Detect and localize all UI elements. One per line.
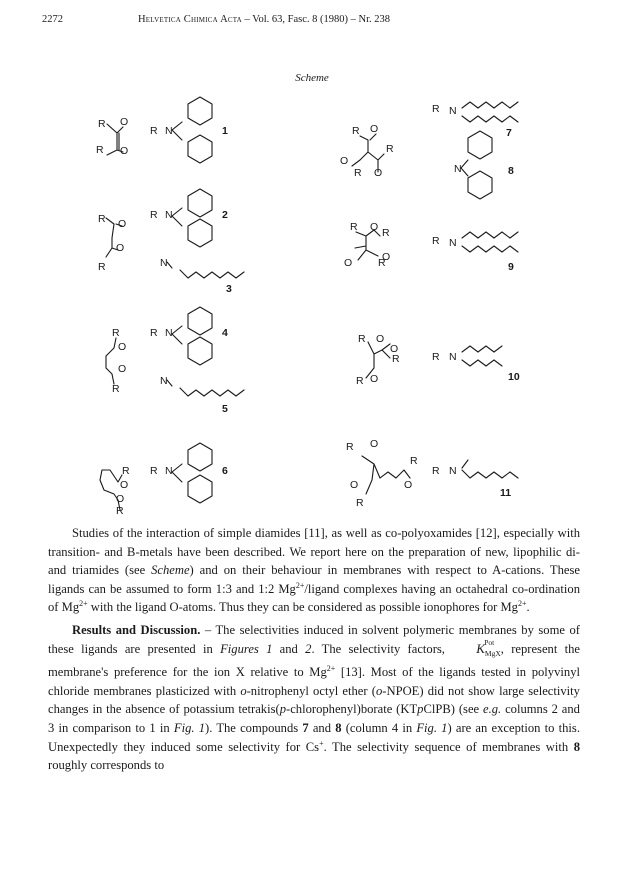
compound-number-7: 7 — [506, 127, 512, 139]
chain-5 — [167, 380, 244, 396]
ring-4a — [188, 307, 212, 335]
figure-reference: Fig. 1 — [173, 720, 206, 735]
bond-triamide-d — [362, 456, 413, 494]
bond-amine-4 — [172, 326, 182, 344]
atom-label-N: N — [449, 465, 457, 477]
text-run: -nitrophenyl octyl ether ( — [246, 683, 376, 698]
superscript: 2+ — [79, 599, 88, 609]
compound-reference: 7 — [302, 720, 309, 735]
atom-label-O: O — [344, 257, 353, 269]
compound-number-6: 6 — [222, 465, 228, 477]
atom-label-R: R — [346, 441, 354, 453]
text-run: , represent the membrane's preference for the ion X relative to Mg — [48, 641, 581, 680]
figure-reference: Figures 1 — [220, 641, 273, 656]
atom-label-N: N — [454, 163, 462, 175]
compound-number-1: 1 — [222, 125, 228, 137]
ring-2b — [188, 219, 212, 247]
atom-label-N: N — [165, 209, 173, 221]
atom-label-R: R — [432, 103, 440, 115]
atom-label-R: R — [378, 257, 386, 269]
ring-4b — [188, 337, 212, 365]
text-run: with the ligand O-atoms. Thus they can be considered as possible ionophores for Mg — [87, 600, 518, 615]
text-run: (column 4 in — [341, 720, 417, 735]
journal-issue: – Vol. 63, Fasc. 8 (1980) – Nr. 238 — [244, 14, 390, 25]
atom-label-O: O — [116, 493, 125, 505]
atom-label-O: O — [390, 343, 399, 355]
bond-glutaramide — [100, 470, 125, 510]
text-run: /ligand complexes having an octahedral co-ordination of Mg — [48, 581, 580, 615]
text-run: and — [272, 641, 306, 656]
atom-label-R: R — [112, 383, 120, 395]
ring-1b — [188, 135, 212, 163]
chain-9 — [462, 232, 518, 252]
selectivity-symbol — [452, 637, 501, 664]
bond-amine-1 — [172, 122, 182, 140]
atom-label-R: R — [354, 167, 362, 179]
compound-reference: 8 — [335, 720, 342, 735]
atom-label-R: R — [352, 125, 360, 137]
atom-label-N: N — [160, 257, 168, 269]
chain-10 — [462, 346, 502, 366]
compound-number-9: 9 — [508, 261, 514, 273]
compound-number-2: 2 — [222, 209, 228, 221]
atom-label-O: O — [120, 479, 129, 491]
atom-label-R: R — [122, 465, 130, 477]
text-run: [13]. Most of the ligands tested in polyvinyl chloride membranes plasticized with — [48, 665, 580, 698]
italic-abbrev: e.g. — [483, 702, 502, 717]
atom-label-O: O — [370, 123, 379, 135]
atom-label-R: R — [432, 465, 440, 477]
superscript: 2+ — [326, 664, 336, 674]
atom-label-R: R — [150, 465, 158, 477]
text-run: . The selectivity factors, — [311, 641, 453, 656]
atom-label-O: O — [374, 167, 383, 179]
compound-number-3: 3 — [226, 283, 232, 295]
atom-label-O: O — [404, 479, 413, 491]
atom-label-R: R — [150, 125, 158, 137]
atom-label-R: R — [350, 221, 358, 233]
atom-label-O: O — [120, 116, 129, 128]
superscript: 2+ — [517, 599, 527, 609]
atom-label-N: N — [449, 105, 457, 117]
atom-label-R: R — [98, 213, 106, 225]
bond-succinamide — [106, 338, 116, 384]
atom-label-R: R — [386, 143, 394, 155]
atom-label-R: R — [98, 261, 106, 273]
text-run: ) and on their behaviour in membranes with respect to A-cations. These ligands can be assumed to form 1:3 and 1:2 Mg — [48, 563, 580, 596]
atom-label-R: R — [96, 144, 104, 156]
atom-label-O: O — [118, 363, 127, 375]
chain-7 — [462, 102, 518, 122]
scheme-reference: Scheme — [151, 563, 190, 578]
atom-label-O: O — [376, 333, 385, 345]
italic-prefix: o — [240, 683, 247, 698]
text-run: ) are an exception to this. Unexpectedly they induced some selectivity for Cs — [48, 720, 580, 754]
ring-8b — [468, 171, 492, 199]
ring-6b — [188, 475, 212, 503]
atom-label-R: R — [112, 327, 120, 339]
atom-label-O: O — [370, 221, 379, 233]
ring-8a — [468, 131, 492, 159]
italic-prefix: p — [279, 702, 286, 717]
superscript: 2+ — [295, 580, 305, 590]
bond-amine-2 — [172, 208, 182, 226]
k-subscript: MgX — [484, 648, 501, 658]
figure-reference: Fig. 1 — [416, 720, 448, 735]
compound-number-5: 5 — [222, 403, 228, 415]
atom-label-R: R — [382, 227, 390, 239]
atom-label-R: R — [150, 209, 158, 221]
section-heading: Results and Discussion. — [72, 622, 201, 637]
text-run: ClPB) (see — [423, 702, 483, 717]
text-run: . The selectivity sequence of membranes with — [323, 739, 574, 754]
atom-label-R: R — [356, 375, 364, 387]
atom-label-N: N — [165, 327, 173, 339]
text-run: – The selectivities induced in solvent polymeric membranes by some of these ligands are presented in — [48, 622, 580, 656]
bond-triamide-b — [355, 230, 380, 260]
atom-label-R: R — [432, 351, 440, 363]
k-superscript: Pot — [484, 637, 495, 647]
atom-label-O: O — [116, 242, 125, 254]
body-text — [48, 524, 580, 775]
text-run: ). The compounds — [205, 720, 303, 735]
atom-label-R: R — [356, 497, 364, 509]
paragraph-intro — [48, 524, 580, 617]
ring-6a — [188, 443, 212, 471]
compound-reference: 8 — [573, 739, 580, 754]
page-number: 2272 — [42, 14, 63, 25]
journal-name: Helvetica Chimica Acta — [138, 14, 242, 25]
compound-number-8: 8 — [508, 165, 514, 177]
text-run: . — [526, 600, 530, 615]
atom-label-O: O — [340, 155, 349, 167]
atom-label-R: R — [150, 327, 158, 339]
ring-2a — [188, 189, 212, 217]
text-run: and — [308, 720, 336, 735]
atom-label-O: O — [350, 479, 359, 491]
figure-reference: 2 — [305, 641, 312, 656]
atom-label-R: R — [432, 235, 440, 247]
atom-label-R: R — [410, 455, 418, 467]
atom-label-N: N — [449, 237, 457, 249]
compound-number-11: 11 — [500, 487, 512, 499]
text-run: columns 2 and 3 in comparison to 1 in — [48, 702, 580, 735]
chain-3 — [167, 262, 244, 278]
atom-label-O: O — [118, 218, 127, 230]
atom-label-R: R — [392, 353, 400, 365]
text-run: -chlorophenyl)borate (KT — [286, 702, 418, 717]
atom-label-N: N — [165, 125, 173, 137]
ring-1a — [188, 97, 212, 125]
atom-label-O: O — [370, 373, 379, 385]
atom-label-N: N — [165, 465, 173, 477]
compound-number-10: 10 — [508, 371, 520, 383]
atom-label-R: R — [358, 333, 366, 345]
k-symbol: K — [476, 640, 485, 656]
atom-label-O: O — [120, 145, 129, 157]
atom-label-R: R — [98, 118, 106, 130]
bond-amine-8 — [461, 160, 468, 176]
atom-label-R: R — [116, 505, 124, 517]
scheme-title: Scheme — [295, 72, 329, 84]
bond-amine-6 — [172, 464, 182, 482]
compound-number-4: 4 — [222, 327, 228, 339]
text-run: -NPOE) did not show large selectivity changes in the absence of potassium tetrakis( — [48, 683, 580, 717]
atom-label-O: O — [118, 341, 127, 353]
atom-label-O: O — [370, 438, 379, 450]
superscript: + — [319, 738, 324, 748]
chain-11 — [462, 460, 518, 478]
paragraph-results — [48, 621, 580, 775]
italic-prefix: p — [417, 702, 424, 717]
atom-label-N: N — [449, 351, 457, 363]
atom-label-O: O — [382, 251, 391, 263]
text-run: Studies of the interaction of simple diamides [11], as well as co-polyoxamides [12], especially with transition- and B-metals have been described. We report here on the preparation of new, lipophilic di- and triamides (see — [48, 526, 580, 578]
italic-prefix: o — [375, 683, 383, 698]
text-run: roughly corresponds to — [48, 758, 165, 773]
atom-label-N: N — [160, 375, 168, 387]
